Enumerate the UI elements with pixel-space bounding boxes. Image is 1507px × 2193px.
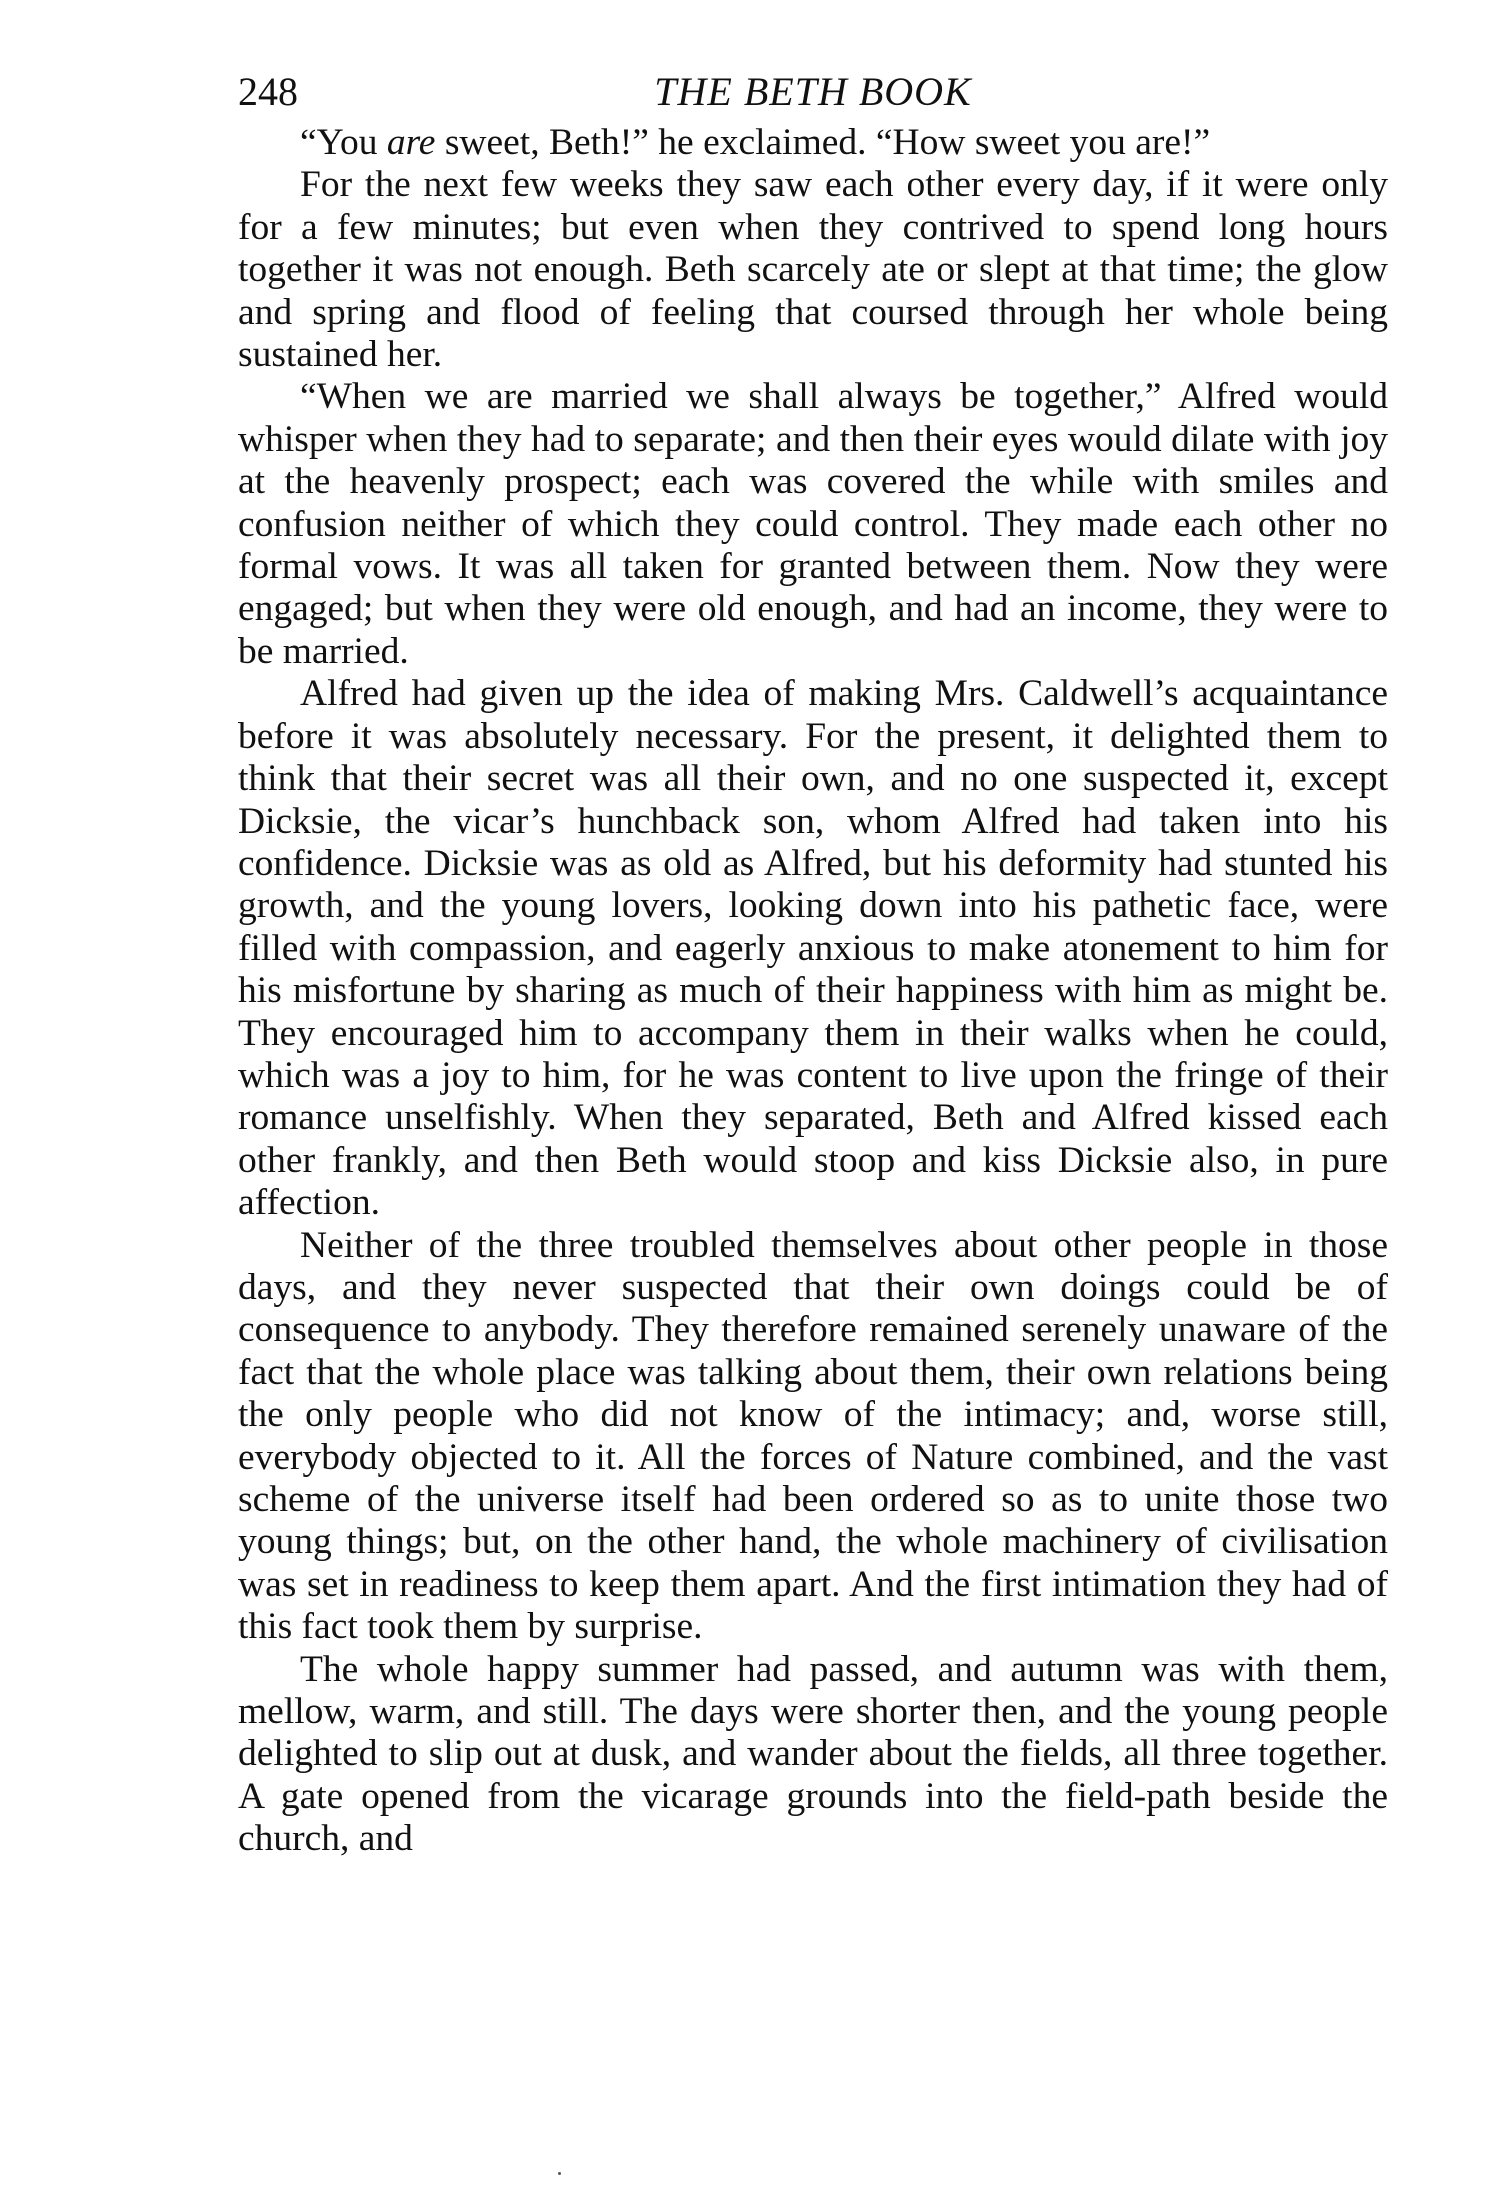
book-page <box>238 62 1388 1861</box>
book-title: THE BETH BOOK <box>654 69 972 114</box>
paragraph-2: For the next few weeks they saw each other every day, if it were only for a few minutes; but even when they contrived to spend long hours together it was not enough. Beth scarcely ate or slept at that time; the glow and spring and flood of feeling that coursed through her whole being sustained her. <box>238 164 1388 376</box>
page-number: 248 <box>238 69 298 114</box>
body-text <box>238 122 1388 1861</box>
paragraph-5: Neither of the three troubled themselves about other people in those days, and they never suspected that their own doings could be of consequence to anybody. They therefore remained serenely unaware of the fact that the whole place was talking about them, their own relations being the only people who did not know of the intimacy; and, worse still, everybody objected to it. All the forces of Nature combined, and the vast scheme of the universe itself had been ordered so as to unite those two young things; but, on the other hand, the whole machinery of civilisation was set in readiness to keep them apart. And the first intimation they had of this fact took them by surprise. <box>238 1224 1388 1648</box>
paragraph-1 <box>238 122 1388 164</box>
paragraph-4: Alfred had given up the idea of making Mrs. Caldwell’s acquaintance before it was absolutely necessary. For the present, it delighted them to think that their secret was all their own, and no one suspected it, except Dicksie, the vicar’s hunchback son, whom Alfred had taken into his confidence. Dicksie was as old as Alfred, but his deformity had stunted his growth, and the young lovers, looking down into his pathetic face, were filled with compassion, and eagerly anxious to make atonement to him for his misfortune by sharing as much of their happiness with him as might be. They encouraged him to accompany them in their walks when he could, which was a joy to him, for he was content to live upon the fringe of their romance unselfishly. When they separated, Beth and Alfred kissed each other frankly, and then Beth would stoop and kiss Dicksie also, in pure affection. <box>238 673 1388 1224</box>
paragraph-3: “When we are married we shall always be together,” Alfred would whisper when they had to separate; and then their eyes would dilate with joy at the heavenly prospect; each was covered the while with smiles and confusion neither of which they could control. They made each other no formal vows. It was all taken for granted between them. Now they were engaged; but when they were old enough, and had an income, they were to be married. <box>238 376 1388 672</box>
paragraph-6: The whole happy summer had passed, and autumn was with them, mellow, warm, and still. The days were shorter then, and the young people delighted to slip out at dusk, and wander about the fields, all three together. A gate opened from the vicarage grounds into the field-path beside the church, and <box>238 1648 1388 1860</box>
paragraph-1-start: “You <box>300 122 387 163</box>
scan-speck <box>558 2172 561 2175</box>
paragraph-1-end: sweet, Beth!” he exclaimed. “How sweet you are!” <box>435 122 1211 163</box>
running-head <box>238 62 1388 122</box>
emphasis-are: are <box>386 122 436 163</box>
